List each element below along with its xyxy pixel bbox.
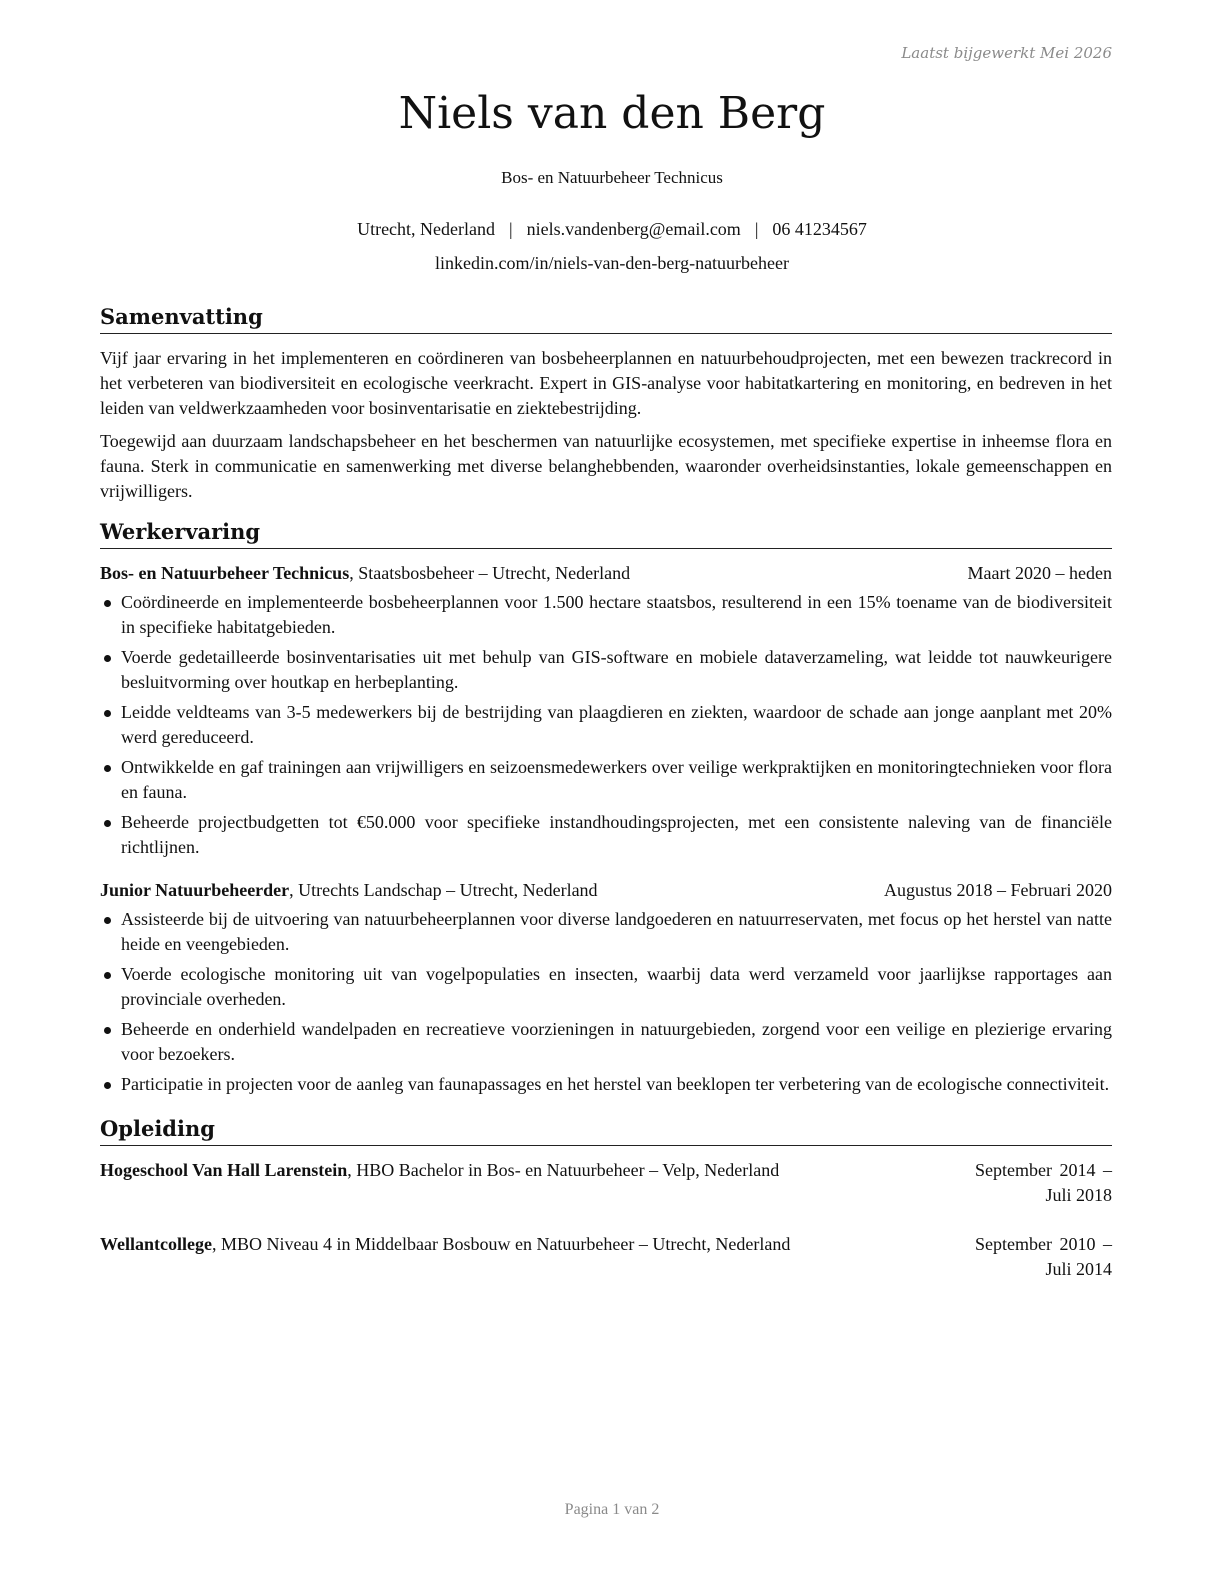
job-header	[100, 561, 1112, 586]
education-dates: September 2014 – Juli 2018	[975, 1160, 1112, 1205]
summary-paragraph: Toegewijd aan duurzaam landschapsbeheer en het beschermen van natuurlijke ecosystemen, met specifieke expertise in inheemse flora en fauna. Sterk in communicatie en samenwerking met diverse belanghebbenden, waaronder overheidsinstanties, lokale gemeenschappen en vrijwilligers.	[100, 431, 1112, 501]
last-updated: Laatst bijgewerkt Mei 2026	[901, 44, 1112, 62]
summary-section	[100, 303, 1112, 504]
job-entry	[100, 878, 1112, 1097]
section-title-summary: Samenvatting	[100, 303, 1112, 334]
bullet-item: Voerde ecologische monitoring uit van vogelpopulaties en insecten, waarbij data werd verzameld voor jaarlijkse rapportages aan provinciale overheden.	[100, 962, 1112, 1012]
bullet-item: Coördineerde en implementeerde bosbeheerplannen voor 1.500 hectare staatsbos, resulterend in een 15% toename van de biodiversiteit in specifieke habitatgebieden.	[100, 590, 1112, 640]
school-name: Wellantcollege	[100, 1234, 212, 1254]
job-role: Bos- en Natuurbeheer Technicus	[501, 168, 723, 187]
bullet-item: Voerde gedetailleerde bosinventarisaties uit met behulp van GIS-software en mobiele dataverzameling, wat leidde tot nauwkeurigere besluitvorming over houtkap en herbeplanting.	[100, 645, 1112, 695]
education-entry	[100, 1158, 1112, 1208]
person-name: Niels van den Berg	[398, 88, 826, 139]
bullet-item: Beheerde projectbudgetten tot €50.000 voor specifieke instandhoudingsprojecten, met een consistente naleving van de financiële richtlijnen.	[100, 810, 1112, 860]
job-title: Bos- en Natuurbeheer Technicus	[100, 563, 350, 583]
job-dates: Maart 2020 – heden	[967, 563, 1112, 583]
job-title: Junior Natuurbeheerder	[100, 880, 290, 900]
degree-detail: , HBO Bachelor in Bos- en Natuurbeheer – Velp, Nederland	[347, 1160, 780, 1180]
job-organization: , Staatsbosbeheer – Utrecht, Nederland	[349, 563, 631, 583]
bullet-item: Beheerde en onderhield wandelpaden en recreatieve voorzieningen in natuurgebieden, zorgend voor een veilige en plezierige ervaring voor bezoekers.	[100, 1017, 1112, 1067]
bullet-item: Ontwikkelde en gaf trainingen aan vrijwilligers en seizoensmedewerkers over veilige werkpraktijken en monitoringtechnieken voor flora en fauna.	[100, 755, 1112, 805]
linkedin-link[interactable]: linkedin.com/in/niels-van-den-berg-natuurbeheer	[434, 253, 790, 273]
bullet-item: Participatie in projecten voor de aanleg van faunapassages en het herstel van beeklopen ter verbetering van de ecologische connectiviteit.	[100, 1072, 1112, 1097]
separator: |	[754, 219, 759, 239]
email-link[interactable]: niels.vandenberg@email.com	[526, 219, 741, 239]
location: Utrecht, Nederland	[357, 219, 496, 239]
school-name: Hogeschool Van Hall Larenstein	[100, 1160, 348, 1180]
job-bullets	[100, 590, 1112, 860]
education-dates: September 2010 – Juli 2014	[975, 1234, 1112, 1279]
bullet-item: Leidde veldteams van 3-5 medewerkers bij de bestrijding van plaagdieren en ziekten, waardoor de schade aan jonge aanplant met 20% werd gereduceerd.	[100, 700, 1112, 750]
job-bullets	[100, 907, 1112, 1097]
separator: |	[509, 219, 513, 239]
contact-line	[0, 219, 1224, 240]
job-entry	[100, 561, 1112, 860]
education-section	[100, 1115, 1112, 1282]
page-number: Pagina 1 van 2	[564, 1501, 660, 1518]
job-organization: , Utrechts Landschap – Utrecht, Nederland	[289, 880, 598, 900]
degree-detail: , MBO Niveau 4 in Middelbaar Bosbouw en Natuurbeheer – Utrecht, Nederland	[211, 1234, 791, 1254]
experience-section	[100, 518, 1112, 1097]
summary-paragraph: Vijf jaar ervaring in het implementeren en coördineren van bosbeheerplannen en natuurbehoudprojecten, met een bewezen trackrecord in het verbeteren van biodiversiteit en ecologische veerkracht. Expert in GIS-analyse voor habitatkartering en monitoring, en bedreven in het leiden van veldwerkzaamheden voor bosinventarisatie en ziektebestrijding.	[100, 348, 1112, 418]
job-header	[100, 878, 1112, 903]
section-title-experience: Werkervaring	[100, 518, 1112, 549]
education-entry	[100, 1232, 1112, 1282]
section-title-education: Opleiding	[100, 1115, 1112, 1146]
resume-content	[100, 303, 1112, 1306]
job-dates: Augustus 2018 – Februari 2020	[884, 880, 1112, 900]
bullet-item: Assisteerde bij de uitvoering van natuurbeheerplannen voor diverse landgoederen en natuurreservaten, met focus op het herstel van natte heide en veengebieden.	[100, 907, 1112, 957]
phone-number: 06 41234567	[772, 219, 867, 239]
